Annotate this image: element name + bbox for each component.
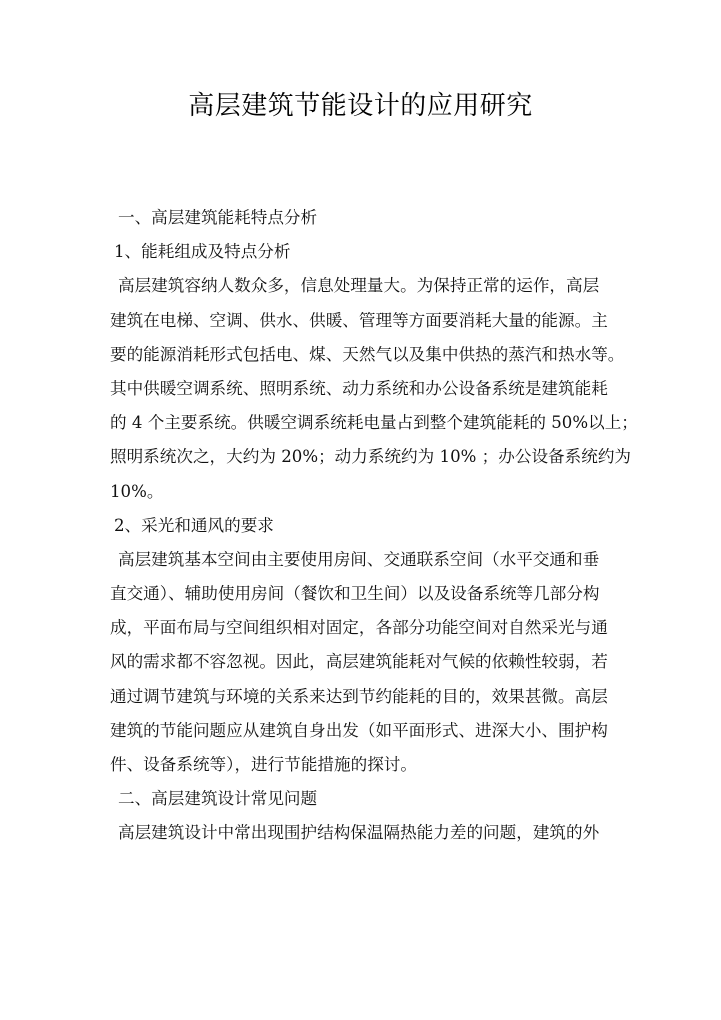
paragraph-line: 件、设备系统等），进行节能措施的探讨。 [110,755,417,774]
paragraph-line: 高层建筑基本空间由主要使用房间、交通联系空间（水平交通和垂 [118,549,600,569]
paragraph-line: 风的需求都不容忽视。因此，高层建筑能耗对气候的依赖性较弱，若 [110,652,608,672]
paragraph-line: 的 4 个主要系统。供暖空调系统耗电量占到整个建筑能耗的 50%以上； [110,413,638,433]
paragraph-line: 要的能源消耗形式包括电、煤、天然气以及集中供热的蒸汽和热水等。 [110,344,625,364]
subsection-heading-1-2: 2、采光和通风的要求 [114,515,274,535]
paragraph-line: 高层建筑容纳人数众多，信息处理量大。为保持正常的运作，高层 [118,276,600,296]
paragraph-line: 高层建筑设计中常出现围护结构保温隔热能力差的问题，建筑的外 [118,823,600,843]
paragraph-line: 10%。 [110,481,164,501]
document-body [110,201,638,851]
paragraph-line: 照明系统次之，大约为 20%；动力系统约为 10% ；办公设备系统约为 [110,447,632,467]
paragraph-line: 直交通）、辅助使用房间（餐饮和卫生间）以及设备系统等几部分构 [110,584,600,604]
document-title: 高层建筑节能设计的应用研究 [188,91,533,121]
paragraph-line: 建筑的节能问题应从建筑自身出发（如平面形式、进深大小、围护构 [110,720,608,740]
paragraph-line: 建筑在电梯、空调、供水、供暖、管理等方面要消耗大量的能源。主 [110,310,608,330]
section-heading-1: 一、高层建筑能耗特点分析 [118,208,318,227]
paragraph-line: 其中供暖空调系统、照明系统、动力系统和办公设备系统是建筑能耗 [110,378,608,398]
paragraph-line: 通过调节建筑与环境的关系来达到节约能耗的目的，效果甚微。高层 [110,686,608,706]
subsection-heading-1-1: 1、能耗组成及特点分析 [114,242,291,262]
section-heading-2: 二、高层建筑设计常见问题 [118,789,318,809]
paragraph-line: 成，平面布局与空间组织相对固定，各部分功能空间对自然采光与通 [110,618,608,638]
